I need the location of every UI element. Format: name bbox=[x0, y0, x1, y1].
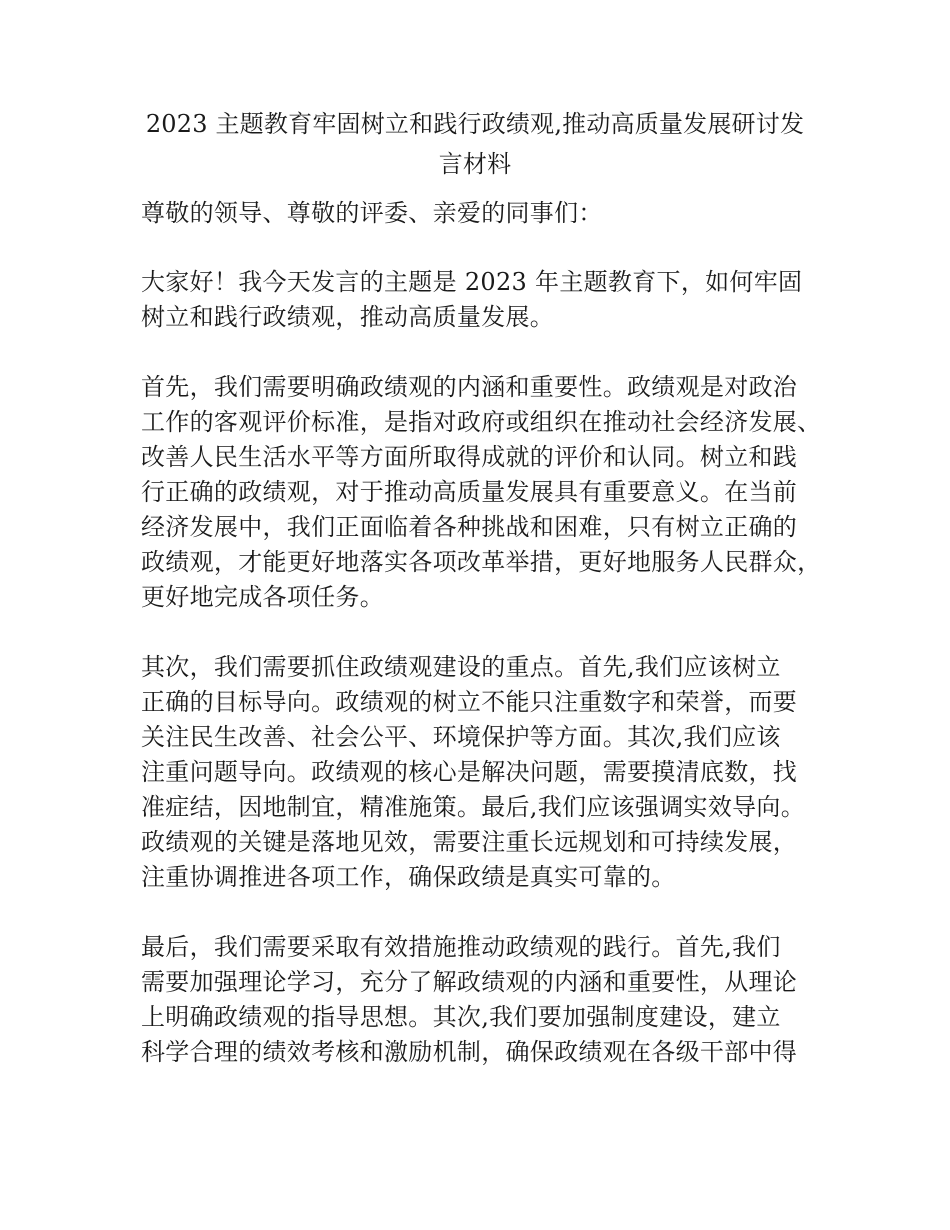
document-title-line-2: 言材料 bbox=[438, 150, 512, 178]
paragraph-4-line-4: 科学合理的绩效考核和激励机制，确保政绩观在各级干部中得 bbox=[141, 1038, 798, 1066]
paragraph-3-line-3: 关注民生改善、社会公平、环境保护等方面。其次,我们应该 bbox=[141, 723, 781, 751]
paragraph-3-line-2: 正确的目标导向。政绩观的树立不能只注重数字和荣誉，而要 bbox=[141, 688, 798, 716]
paragraph-1-line-1: 大家好！我今天发言的主题是 2023 年主题教育下，如何牢固 bbox=[141, 268, 803, 296]
paragraph-1-line-2: 树立和践行政绩观，推动高质量发展。 bbox=[141, 303, 555, 331]
paragraph-2-line-6: 政绩观，才能更好地落实各项改革举措，更好地服务人民群众， bbox=[141, 548, 822, 576]
paragraph-4-line-1: 最后，我们需要采取有效措施推动政绩观的践行。首先,我们 bbox=[141, 933, 781, 961]
paragraph-4-line-3: 上明确政绩观的指导思想。其次,我们要加强制度建设，建立 bbox=[141, 1003, 781, 1031]
paragraph-2-line-5: 经济发展中，我们正面临着各种挑战和困难，只有树立正确的 bbox=[141, 513, 798, 541]
document-title-line-1: 2023 主题教育牢固树立和践行政绩观,推动高质量发展研讨发 bbox=[145, 110, 805, 138]
paragraph-2-line-4: 行正确的政绩观，对于推动高质量发展具有重要意义。在当前 bbox=[141, 478, 798, 506]
salutation-line: 尊敬的领导、尊敬的评委、亲爱的同事们： bbox=[141, 199, 603, 227]
paragraph-3-line-1: 其次，我们需要抓住政绩观建设的重点。首先,我们应该树立 bbox=[141, 653, 781, 681]
paragraph-3-line-6: 政绩观的关键是落地见效，需要注重长远规划和可持续发展， bbox=[141, 828, 798, 856]
paragraph-3-line-7: 注重协调推进各项工作，确保政绩是真实可靠的。 bbox=[141, 863, 676, 891]
paragraph-3-line-5: 准症结，因地制宜，精准施策。最后,我们应该强调实效导向。 bbox=[141, 793, 806, 821]
paragraph-2-line-7: 更好地完成各项任务。 bbox=[141, 583, 384, 611]
paragraph-4-line-2: 需要加强理论学习，充分了解政绩观的内涵和重要性，从理论 bbox=[141, 968, 798, 996]
paragraph-2-line-2: 工作的客观评价标准，是指对政府或组织在推动社会经济发展、 bbox=[141, 408, 822, 436]
paragraph-2-line-3: 改善人民生活水平等方面所取得成就的评价和认同。树立和践 bbox=[141, 443, 798, 471]
paragraph-2-line-1: 首先，我们需要明确政绩观的内涵和重要性。政绩观是对政治 bbox=[141, 373, 798, 401]
paragraph-3-line-4: 注重问题导向。政绩观的核心是解决问题，需要摸清底数，找 bbox=[141, 758, 798, 786]
